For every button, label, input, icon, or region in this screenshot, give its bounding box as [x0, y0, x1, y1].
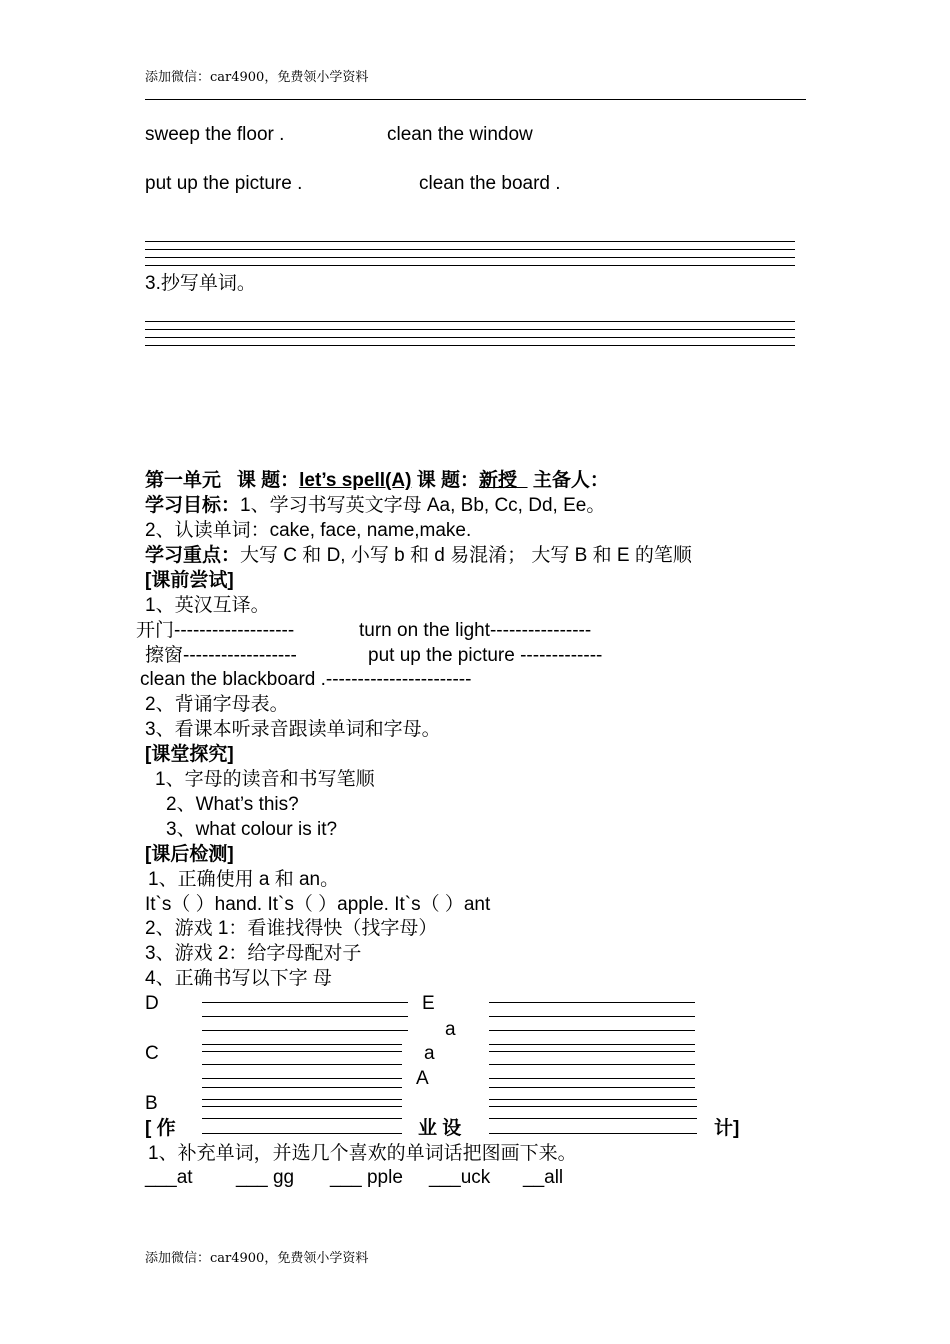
translate-clean-blackboard: clean the blackboard .-----------------------	[140, 669, 472, 690]
blank-word: ___at	[145, 1167, 193, 1188]
letter-a: a	[445, 1019, 456, 1040]
practice-line	[489, 1044, 695, 1045]
letter-B: B	[145, 1093, 158, 1114]
phrase-clean-window: clean the window	[387, 124, 533, 145]
practice-line	[489, 1087, 695, 1088]
blank-word: ___ pple	[330, 1167, 403, 1188]
lesson-header	[145, 469, 609, 493]
practice-line	[202, 1106, 402, 1107]
homework-title-part-3: 计]	[714, 1118, 740, 1139]
class-explore-title: [课堂探究]	[145, 744, 234, 765]
practice-line	[202, 1016, 408, 1017]
writing-line	[145, 329, 795, 330]
letter-D: D	[145, 993, 159, 1014]
practice-line	[489, 1002, 695, 1003]
homework-item-1: 1、补充单词，并选几个喜欢的单词话把图画下来。	[148, 1143, 577, 1164]
goal-2: 2、认读单词：cake, face, name,make.	[145, 520, 472, 541]
ke-ti-label: 课 题：	[236, 470, 300, 491]
practice-line	[489, 1078, 695, 1079]
header-divider	[145, 99, 806, 100]
key-line	[145, 544, 692, 568]
practice-line	[202, 1087, 402, 1088]
blank-word: ___ gg	[236, 1167, 295, 1188]
pre-item-1: 1、英汉互译。	[145, 595, 270, 616]
writing-line	[145, 265, 795, 266]
goal-line	[145, 494, 605, 518]
blank-word: ___uck	[429, 1167, 491, 1188]
pre-class-title: [课前尝试]	[145, 570, 234, 591]
goal-label: 学习目标：	[145, 495, 241, 516]
pre-item-3: 3、看课本听录音跟读单词和字母。	[145, 719, 441, 740]
footer-note: 添加微信：car4900，免费领小学资料	[145, 1251, 369, 1266]
practice-line	[489, 1133, 697, 1134]
phrase-put-up-picture: put up the picture .	[145, 173, 303, 194]
practice-line	[489, 1118, 697, 1119]
letter-C: C	[145, 1043, 159, 1064]
practice-line	[202, 1133, 402, 1134]
letter-A: A	[416, 1068, 429, 1089]
letter-a-2: a	[424, 1043, 435, 1064]
practice-line	[202, 1078, 402, 1079]
writing-line	[145, 241, 795, 242]
practice-line	[202, 1002, 408, 1003]
phrase-sweep-floor: sweep the floor .	[145, 124, 285, 145]
copy-task: 3.抄写单词。	[145, 273, 256, 294]
goal-1: 1、学习书写英文字母 Aa, Bb, Cc, Dd, Ee。	[240, 495, 606, 516]
unit-label: 第一单元	[145, 470, 222, 491]
writing-line	[145, 321, 795, 322]
practice-line	[202, 1044, 402, 1045]
after-item-1: 1、正确使用 a 和 an。	[148, 869, 340, 890]
after-item-4: 4、正确书写以下字 母	[145, 968, 332, 989]
ke-ti-value: let’s spell(A)	[299, 470, 412, 491]
ke-ti-label-2: 课 题：	[416, 470, 479, 491]
practice-line	[202, 1030, 408, 1031]
translate-wipe-window: 擦窗------------------	[145, 645, 297, 666]
writing-line	[145, 345, 795, 346]
practice-line	[489, 1030, 695, 1031]
preparer-label: 主备人：	[532, 470, 609, 491]
after-item-3: 3、游戏 2：给字母配对子	[145, 943, 362, 964]
practice-line	[202, 1099, 402, 1100]
header-note: 添加微信：car4900，免费领小学资料	[145, 70, 369, 85]
writing-line	[145, 249, 795, 250]
homework-title-part-2: 业 设	[418, 1118, 462, 1139]
writing-line	[145, 337, 795, 338]
after-class-title: [课后检测]	[145, 844, 234, 865]
article-exercise: It`s（ ）hand. It`s（ ）apple. It`s（ ）ant	[145, 894, 491, 915]
translate-put-up-picture: put up the picture -------------	[368, 645, 603, 666]
pre-item-2: 2、背诵字母表。	[145, 694, 289, 715]
practice-line	[489, 1064, 695, 1065]
practice-line	[202, 1118, 402, 1119]
key-label: 学习重点：	[145, 545, 241, 566]
homework-title-part-1: [ 作	[145, 1118, 176, 1139]
class-item-3: 3、what colour is it?	[166, 819, 338, 840]
translate-turn-on-light: turn on the light----------------	[359, 620, 592, 641]
practice-line	[202, 1051, 402, 1052]
key-text: 大写 C 和 D, 小写 b 和 d 易混淆； 大写 B 和 E 的笔顺	[240, 545, 692, 566]
phrase-clean-board: clean the board .	[419, 173, 561, 194]
letter-E: E	[422, 993, 435, 1014]
translate-open-door: 开门-------------------	[136, 620, 295, 641]
practice-line	[489, 1016, 695, 1017]
class-item-1: 1、字母的读音和书写笔顺	[155, 769, 375, 790]
after-item-2: 2、游戏 1：看谁找得快（找字母）	[145, 918, 438, 939]
blank-word: __all	[523, 1167, 564, 1188]
practice-line	[489, 1051, 695, 1052]
ke-ti-value-2: 新授	[478, 470, 517, 491]
practice-line	[202, 1064, 402, 1065]
class-item-2: 2、What’s this?	[166, 794, 299, 815]
practice-line	[489, 1106, 697, 1107]
practice-line	[489, 1099, 697, 1100]
writing-line	[145, 257, 795, 258]
